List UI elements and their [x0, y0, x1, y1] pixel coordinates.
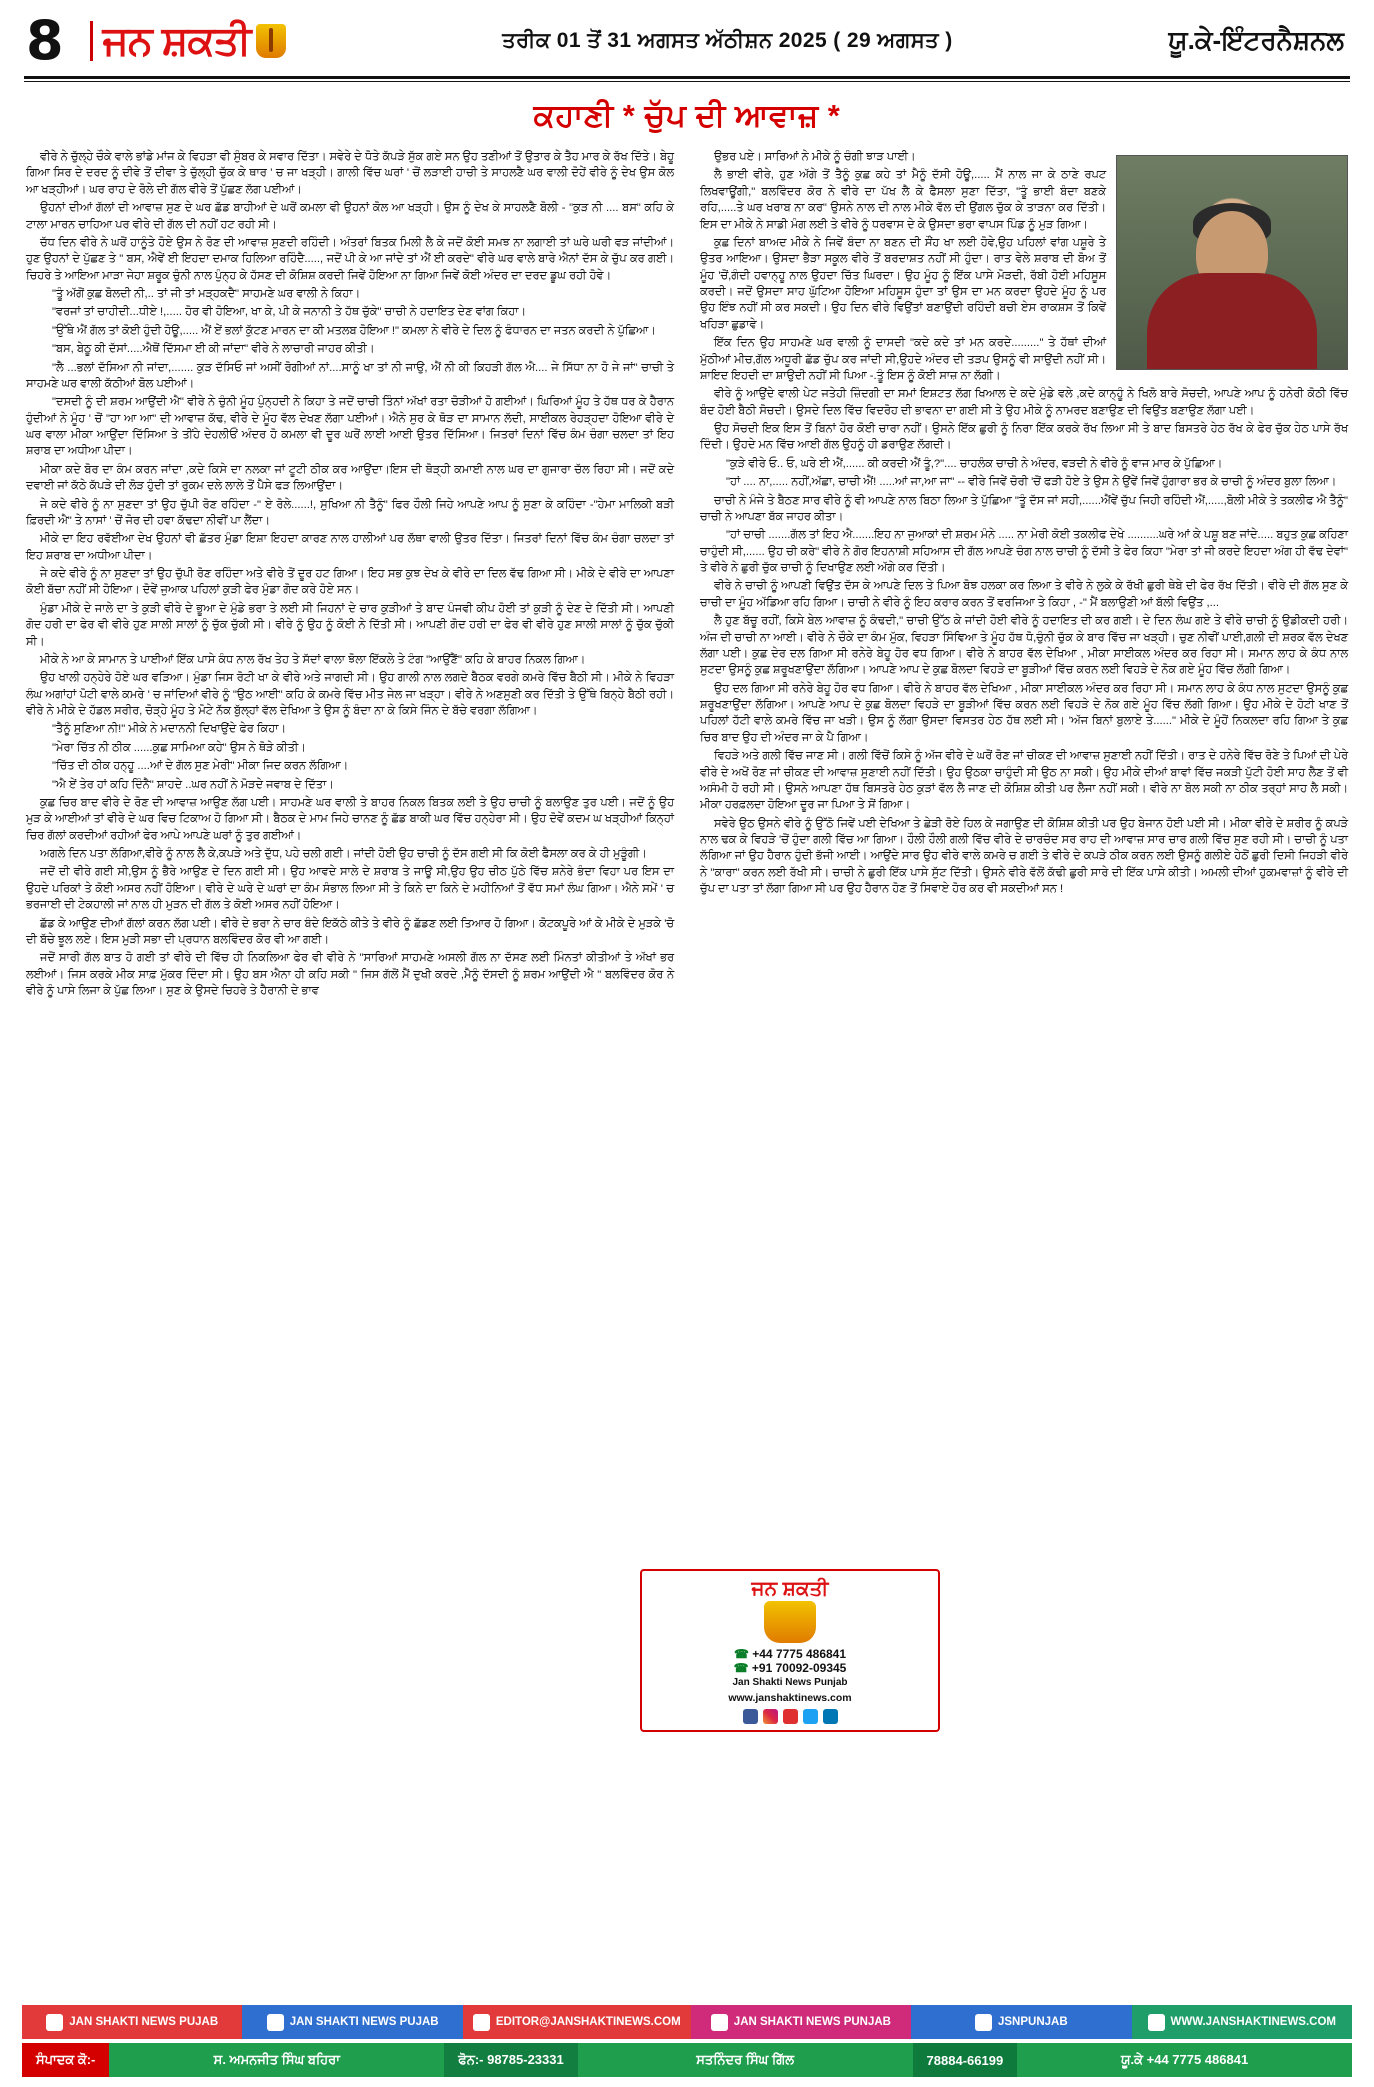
- article-paragraph: "ਐ ਏਂ ਤੇਰ ਹਾਂ ਕਹਿ ਦਿੰਨੈ" ਸ਼ਾਹਦੇ ..ਘਰ ਨਹੀਂ ਨੇ ਮੋੜਦੇ ਜਵਾਬ ਦੇ ਦਿੱਤਾ।: [52, 778, 334, 791]
- article-paragraph: ਮੀਕਾ ਕਦੇ ਬੋਰ ਦਾ ਕੰਮ ਕਰਨ ਜਾਂਦਾ ,ਕਦੇ ਕਿਸੇ ਦਾ ਨਲਕਾ ਜਾਂ ਟੂਟੀ ਠੀਕ ਕਰ ਆਉਂਦਾ।ਇਸ ਦੀ ਥੋੜ੍ਹੀ ਕਮਾਈ ਨਾਲ ਘਰ ਦਾ ਗੁਜਾਰਾ ਚੱਲ ਰਿਹਾ ਸੀ। ਜਦੋਂ ਕਦੇ ਦਵਾਈ ਜਾਂ ਕੱਠੇ ਕੱਪੜੇ ਦੀ ਲੋੜ ਹੁੰਦੀ ਤਾਂ ਰੁਕਮ ਦਲੇ ਲਾਲੇ ਤੋਂ ਪੈਸੇ ਫੜ ਲਿਆਉਂਦਾ।: [26, 463, 674, 493]
- footer-credits-strip: [22, 2043, 1352, 2077]
- article-paragraph: "ਲੈ ...ਭਲਾਂ ਦੱਸਿਆ ਨੀ ਜਾਂਦਾ,....... ਕੁੜ ਦੱਸਿਓ ਜਾਂ ਅਸੀਂ ਰੋਗੀਆਂ ਨਾਂ....ਸਾਨੂੰ ਖਾ ਤਾਂ ਨੀ ਜਾਉ, ਐਂ ਨੀ ਕੀ ਕਿਹੜੀ ਗੱਲ ਐ.... ਜੇ ਸਿੱਧਾ ਨਾ ਹੋ ਜੇ ਜਾਂ" ਚਾਚੀ ਤੇ ਸਾਹਮਣੇ ਘਰ ਵਾਲੀ ਕੱਠੀਆਂ ਬੋਲ ਪਈਆਂ।: [26, 361, 674, 390]
- article-paragraph: "ਚਿੱਤ ਦੀ ਠੀਕ ਹਨ੍ਹੂ ....ਆਂ ਦੇ ਗੱਲ ਸੁਣ ਮੇਰੀ" ਮੀਕਾ ਜਿਦ ਕਰਨ ਲੱਗਿਆ।: [52, 760, 349, 773]
- editor-name: ਸ. ਅਮਨਜੀਤ ਸਿੰਘ ਬਹਿਰਾ: [213, 2052, 340, 2067]
- author-photo: [1116, 155, 1348, 370]
- article-paragraph: "ਕੁੜੇ ਵੀਰੇ ਓ.. ਓ, ਘਰੇ ਈ ਐਂ,...... ਕੀ ਕਰਦੀ ਐਂ ਤੂੰ,?".... ਚਾਹਲੰਕ ਚਾਚੀ ਨੇ ਅੰਦਰ, ਵੜਦੀ ਨੇ ਵੀਰੇ ਨੂੰ ਵਾਜ ਮਾਰ ਕੇ ਪੁੱਛਿਆ।: [726, 457, 1223, 470]
- contact-logo-text: ਜਨ ਸ਼ਕਤੀ: [751, 1578, 829, 1600]
- article-paragraph: ਕੁਛ ਚਿਰ ਬਾਦ ਵੀਰੇ ਦੇ ਰੋਣ ਦੀ ਆਵਾਜ਼ ਆਉਣ ਲੱਗ ਪਈ। ਸਾਹਮਣੇ ਘਰ ਵਾਲੀ ਤੇ ਬਾਹਰ ਨਿਕਲ ਬਿਤਕ ਲਈ ਤੇ ਉਹ ਚਾਚੀ ਨੂੰ ਬਲਾਉਣ ਤੁਰ ਪਈ। ਜਦੋਂ ਨੂੰ ਉਹ ਮੁੜ ਕੇ ਆਈਆਂ ਤਾਂ ਵੀਰੇ ਦੇ ਘਰ ਵਿਚ ਟਿਕਾਅ ਹੋ ਗਿਆ ਸੀ। ਬੈਠਕ ਦੇ ਮਾਮ ਜਿਹੇ ਚਾਨਣ ਨੂੰ ਛੱਡ ਬਾਕੀ ਘਰ ਵਿੱਚ ਹਨ੍ਹੇਰਾ ਸੀ। ਉਹ ਦੋਵੇਂ ਕਦਮ ਘ ਖੜ੍ਹੀਆਂ ਕਿਨ੍ਹਾਂ ਚਿਰ ਗੱਲਾਂ ਕਰਦੀਆਂ ਰਹੀਆਂ ਫੇਰ ਆਪੇ ਆਪਣੇ ਘਰਾਂ ਨੂੰ ਤੁਰ ਗਈਆਂ।: [26, 796, 674, 842]
- article-paragraph: ਮੁੰਡਾ ਮੀਕੇ ਦੇ ਜਾਲੇ ਦਾ ਤੇ ਕੁੜੀ ਵੀਰੇ ਦੇ ਭੂਆ ਦੇ ਮੁੰਡੇ ਭਰਾ ਤੇ ਲਈ ਸੀ ਜਿਹਨਾਂ ਦੇ ਚਾਰ ਕੁੜੀਆਂ ਤੇ ਬਾਦ ਪੰਜਵੀ ਕੀਪ ਹੋਈ ਤਾਂ ਕੁੜੀ ਨੂੰ ਦੇਣ ਦੇ ਦਿੱਤੀ ਸੀ। ਆਪਣੀ ਗੋਦ ਹਰੀ ਦਾ ਫੇਰ ਵੀ ਵੀਰੇ ਹੁਣ ਸਾਲੀ ਸਾਲਾਂ ਨੂੰ ਚੁੱਕ ਚੁੱਕੀ ਸੀ। ਵੀਰੇ ਨੂੰ ਉਹ ਨੂੰ ਕੋਈ ਨੇ ਦਿੱਤੀ ਸੀ। ਆਪਣੀ ਗੋਦ ਹਰੀ ਦਾ ਫੇਰ ਵੀ ਵੀਰੇ ਹੁਣ ਸਾਲੀ ਸਾਲਾਂ ਨੂੰ ਚੁੱਕ ਚੁੱਕੀ ਸੀ।: [26, 602, 674, 648]
- issue-date-line: ਤਰੀਕ 01 ਤੋਂ 31 ਅਗਸਤ ਅੱਠੀਸ਼ਨ 2025 ( 29 ਅਗਸਤ ): [502, 29, 953, 52]
- footer-link-label: EDITOR@JANSHAKTINEWS.COM: [495, 2016, 681, 2028]
- article-paragraph: "ਮੇਰਾ ਚਿੱਤ ਨੀ ਠੀਕ ......ਕੁਛ ਸਾਮਿਆ ਕਹੇ" ਉਸ ਨੇ ਥੋੜੇ ਕੀਤੀ।: [52, 741, 306, 754]
- publication-logo: [90, 21, 287, 61]
- article-column-left: [26, 149, 674, 1001]
- contact-phone-in[interactable]: ☎ +91 70092-09345: [733, 1661, 847, 1675]
- article-paragraph: "ਦਸਦੀ ਨੂੰ ਦੀ ਸ਼ਰਮ ਆਉਂਦੀ ਐ" ਵੀਰੇ ਨੇ ਚੁੰਨੀ ਮੂੰਹ ਪੁੰਨ੍ਹਦੀ ਨੇ ਕਿਹਾ ਤੇ ਜਦੋਂ ਚਾਚੀ ਤਿੰਨਾਂ ਅੱਖਾਂ ਰਤਾ ਚੋੜੀਆਂ ਹੋ ਗਈਆਂ। ਘਿਰਿਆਂ ਮੂੰਹ ਤੇ ਹੱਥ ਧਰ ਕੇ ਹੈਰਾਨ ਹੁੰਦੀਆਂ ਨੇ ਮੂੰਹ ' ਚੋਂ "ਹਾ ਆ ਆ" ਦੀ ਆਵਾਜ਼ ਕੱਢ, ਵੀਰੇ ਦੇ ਮੂੰਹ ਵੱਲ ਦੇਖਣ ਲੱਗਾ ਪਈਆਂ। ਐਨੇ ਸੁਰ ਕੇ ਥੋੜ ਦਾ ਸਾਮਾਨ ਲੱਦੀ, ਸਾਈਕਲ ਰੇਹੜ੍ਹਦਾ ਹੋਇਆ ਵੀਰੇ ਦੇ ਘਰ ਵਾਲਾ ਮੀਕਾ ਆਉਂਦਾ ਦਿੱਸਿਆ ਤੇ ਤੀਂਹੇ ਦੇਹਲੀਓਂ ਅੰਦਰ ਹੋ ਕਮਲਾ ਵੀ ਦੂਰ ਘਰੋਂ ਲਾਈ ਆਈ ਉਤਰ ਦਿੱਸਿਆ। ਜਿਤਰਾਂ ਦਿਨਾਂ ਵਿੱਚ ਕੰਮ ਚੰਗਾ ਚਲਦਾ ਤਾਂ ਇਹ ਸ਼ਰਾਬ ਦਾ ਅਧੀਆ ਪੀਦਾ।: [26, 396, 674, 458]
- article-paragraph: ਵੀਰੇ ਨੇ ਚਾਚੀ ਨੂੰ ਆਪਣੀ ਵਿਉਂਤ ਦੱਸ ਕੇ ਆਪਣੇ ਦਿਲ ਤੇ ਪਿਆ ਬੋਝ ਹਲਕਾ ਕਰ ਲਿਆ ਤੇ ਵੀਰੇ ਨੇ ਲੁਕੇ ਕੇ ਰੱਖੀ ਛੁਰੀ ਥੇਬੇ ਦੀ ਫੇਰ ਰੱਖ ਦਿੱਤੀ। ਵੀਰੇ ਦੀ ਗੱਲ ਸੁਣ ਕੇ ਚਾਚੀ ਦਾ ਮੂੰਹ ਅੱਡਿਆ ਰਹਿ ਗਿਆ। ਚਾਚੀ ਨੇ ਵੀਰੇ ਨੂੰ ਇਹ ਕਰਾਰ ਕਰਨ ਤੋਂ ਵਰਜਿਆ ਤੇ ਕਿਹਾ , -" ਮੈਂ ਬਲਾਉਣੀ ਆਂ ਬੱਲੀ ਵਿਉਂਤ ,...: [700, 580, 1348, 609]
- twitter-icon: [975, 2014, 992, 2031]
- footer-link-3[interactable]: [463, 2005, 691, 2039]
- footer-link-6[interactable]: [1132, 2005, 1352, 2039]
- footer-link-2[interactable]: [242, 2005, 462, 2039]
- contact-website[interactable]: www.janshaktinews.com: [728, 1692, 852, 1704]
- instagram-icon: [711, 2014, 728, 2031]
- article-paragraph: "ਹਾਂ .... ਨਾ,..... ਨਹੀਂ,ਅੱਛਾ, ਚਾਚੀ ਐਂ! .....ਆਂ ਜਾ,ਆ ਜਾ" -- ਵੀਰੇ ਜਿਵੇਂ ਚੋਰੀ 'ਚੋਂ ਫੜੀ ਹੋਏ ਤੇ ਉਸ ਨੇ ਉਂਵੇਂ ਜਿਵੇਂ ਹੁੰਗਾਰਾ ਭਰ ਕੇ ਚਾਚੀ ਨੂੰ ਅੰਦਰ ਬੁਲਾ ਲਿਆ।: [726, 476, 1337, 489]
- publication-name: ਜਨ ਸ਼ਕਤੀ: [102, 19, 251, 63]
- article-paragraph: ਛੱਡ ਕੇ ਆਉਣ ਦੀਆਂ ਗੱਲਾਂ ਕਰਨ ਲੱਗ ਪਈ। ਵੀਰੇ ਦੇ ਭਰਾ ਨੇ ਚਾਰ ਬੰਦੇ ਇਕੱਠੇ ਕੀਤੇ ਤੇ ਵੀਰੇ ਨੂੰ ਛੱਡਣ ਲਈ ਤਿਆਰ ਹੋ ਗਿਆ। ਕੋਟਕਪੂਰੇ ਆਂ ਕੇ ਮੀਕੇ ਦੇ ਮੁੜਕੇ 'ਚੋ ਦੀ ਬੱਚੇ ਝੂਲ ਲਏ। ਇਸ ਮੁੜੀ ਸਭਾ ਦੀ ਪ੍ਰਧਾਨ ਬਲਵਿੰਦਰ ਕੋਰ ਵੀ ਆ ਗਈ।: [26, 917, 674, 946]
- article-paragraph: "ਤੂੰ ਅੱਗੋਂ ਕੁਛ ਬੋਲਦੀ ਨੀ,.. ਤਾਂ ਜੀ ਤਾਂ ਮੜ੍ਹਕਦੈ" ਸਾਹਮਣੇ ਘਰ ਵਾਲੀ ਨੇ ਕਿਹਾ।: [52, 288, 361, 300]
- contact-box: [640, 1569, 940, 1732]
- article-paragraph: ਜੇ ਕਦੇ ਵੀਰੇ ਨੂੰ ਨਾ ਸੁਣਦਾ ਤਾਂ ਉਹ ਚੁੱਪੀ ਰੋਣ ਰਹਿੰਦਾ -" ਏ ਰੋਲੇ......!, ਸੁਖਿਆ ਨੀ ਤੈਨੂੰ" ਫਿਰ ਹੌਲੀ ਜਿਹੇ ਆਪਣੇ ਆਪ ਨੂੰ ਸੁਣਾ ਕੇ ਕਹਿੰਦਾ -"ਹੇਮਾ ਮਾਲਿਕੀ ਬੜੀ ਫ਼ਿਰਦੀ ਐ" ਤੇ ਨਾਸਾਂ ' ਚੋਂ ਜੋਰ ਦੀ ਹਵਾ ਕੱਢਦਾ ਨੀਵੀਂ ਪਾ ਲੈਂਦਾ।: [26, 498, 674, 527]
- masthead-rule: [24, 76, 1350, 79]
- contact-phone-uk[interactable]: ☎ +44 7775 486841: [733, 1647, 847, 1661]
- page-title: ਕਹਾਣੀ * ਚੁੱਪ ਦੀ ਆਵਾਜ਼ *: [533, 98, 841, 133]
- article-paragraph: ਉਭਰ ਪਏ। ਸਾਰਿਆਂ ਨੇ ਮੀਕੇ ਨੂੰ ਚੰਗੀ ਝਾੜ ਪਾਈ।: [714, 151, 916, 163]
- article-paragraph: "ਹਾਂ ਚਾਚੀ .......ਗੱਲ ਤਾਂ ਇਹ ਐ.......ਇਹ ਨਾ ਜੁਆਕਾਂ ਦੀ ਸ਼ਰਮ ਮੰਨੇ ..... ਨਾ ਮੇਰੀ ਕੋਈ ਤਕਲੀਫ ਦੇਖੇ ..........ਘਰੇ ਆਂ ਕੇ ਪਸ਼ੂ ਬਣ ਜਾਂਦੇ..... ਬਹੁਤ ਕੁਛ ਕਹਿਣਾ ਚਾਹੁੰਦੀ ਸੀ,...... ਉਹ ਚੀ ਕਰੇ" ਵੀਰੇ ਨੇ ਗੋਰ ਇਹਨਾਸ਼ੀ ਸਹਿਆਸ ਦੀ ਗੱਲ ਆਪਣੇ ਚੰਗ ਨਾਲ ਚਾਚੀ ਨੂੰ ਦੱਸੀ ਤੇ ਫੇਰ ਕਿਹਾ "ਮੇਰਾ ਤਾਂ ਜੀ ਕਰਦੇ ਇਹਦਾ ਅੰਗ ਹੀ ਵੱਢ ਦੇਵਾਂ" ਤੇ ਵੀਰੇ ਨੇ ਛੁਰੀ ਚੁੱਕ ਚਾਚੀ ਨੂੰ ਦਿਖਾਉਣ ਲਈ ਅੱਗੇ ਕਰ ਦਿੱਤੀ।: [700, 529, 1348, 574]
- footer-link-1[interactable]: [22, 2005, 242, 2039]
- youtube-icon[interactable]: [783, 1709, 798, 1724]
- second-phone[interactable]: 78884-66199: [913, 2043, 1018, 2077]
- article-paragraph: ਇੱਕ ਦਿਨ ਉਹ ਸਾਹਮਣੇ ਘਰ ਵਾਲੀ ਨੂੰ ਦਾਸਦੀ "ਕਦੇ ਕਦੇ ਤਾਂ ਮਨ ਕਰਦੇ........." ਤੇ ਹੱਥਾਂ ਦੀਆਂ ਮੁੱਠੀਆਂ ਮੀਚ,ਗੱਲ ਅਧੂਰੀ ਛੱਡ ਚੁੱਪ ਕਰ ਜਾਂਦੀ ਸੀ,ਉਹਦੇ ਅੰਦਰ ਦੀ ਤੜਪ ਉਸਨੂੰ ਵੀ ਸਾਉਂਦੀ ਨਹੀਂ ਸੀ। ਸ਼ਾਇਦ ਇਹਦੀ ਦਾ ਸ਼ਾਉਦੀ ਨਹੀਂ ਸੀ ਪਿਆ -.ਤੂੰ ਇਸ ਨੂੰ ਕੋਈ ਸਾਜ਼ ਨਾ ਲੱਗੀ।: [700, 337, 1106, 382]
- article-paragraph: ਉਹ ਖਾਲੀ ਹਨ੍ਹੇਰੇ ਹੋਏ ਘਰ ਵੜਿਆ। ਮੁੰਡਾ ਜਿਸ ਰੋਟੀ ਖਾ ਕੇ ਵੀਰੇ ਅਤੇ ਜਾਗਦੀ ਸੀ। ਉਹ ਗਾਲੀ ਨਾਲ ਲਗਦੇ ਬੈਠਕ ਵਰਗੇ ਕਮਰੇ ਵਿੱਚ ਬੈਠੀ ਸੀ। ਮੀਕੇ ਨੇ ਵਿਹੜਾ ਲੰਘ ਅਗਾਂਹਾਂ ਪੋਟੀ ਵਾਲੇ ਕਮਰੇ ' ਚ ਜਾਂਦਿਆਂ ਵੀਰੇ ਨੂੰ "ਉਠ ਆਈ" ਕਹਿ ਕੇ ਕਮਰੇ ਵਿੱਚ ਮੀਤ ਜੇਲ ਜਾ ਖੜ੍ਹਾ। ਵੀਰੇ ਨੇ ਅਣਸੁਣੀ ਕਰ ਦਿੱਤੀ ਤੇ ਉੱਥੇ ਬਿਨ੍ਹੇ ਬੈਠੀ ਰਹੀ। ਵੀਰੇ ਨੇ ਮੀਕੇ ਦੇ ਹੱਡਲ ਸਰੀਰ, ਚੋੜ੍ਹੇ ਮੂੰਹ ਤੇ ਮੋਟੇ ਨੱਕ ਬੁੱਲ੍ਹਾਂ ਵੱਲ ਦੇਖਿਆ ਤੇ ਉਸ ਨੂੰ ਬੰਦਾ ਨਾ ਕੇ ਕਿਸੇ ਜਿੰਨ ਦੇ ਬੱਚੇ ਵਰਗਾ ਲੱਗਿਆ।: [26, 672, 674, 717]
- article-paragraph: ਜਦੋਂ ਸਾਰੀ ਗੱਲ ਬਾਤ ਹੋ ਗਈ ਤਾਂ ਵੀਰੇ ਦੀ ਵਿੱਚ ਹੀ ਨਿਕਲਿਆ ਫੇਰ ਵੀ ਵੀਰੇ ਨੇ "ਸਾਰਿਆਂ ਸਾਹਮਣੇ ਅਸਲੀ ਗੱਲ ਨਾ ਦੱਸਣ ਲਈ ਮਿੰਨਤਾਂ ਕੀਤੀਆਂ ਤੇ ਅੱਖਾਂ ਭਰ ਲਈਆਂ। ਜਿਸ ਕਰਕੇ ਮੀਕ ਸਾਫ਼ ਮੁੱਕਰ ਦਿੰਦਾ ਸੀ। ਉਹ ਬਸ ਐਨਾ ਹੀ ਕਹਿ ਸਕੀ " ਜਿਸ ਗੱਲੋਂ ਮੈਂ ਦੁਖੀ ਕਰਦੇ ,ਮੈਨੂੰ ਦੱਸਦੀ ਨੂੰ ਸ਼ਰਮ ਆਉਂਦੀ ਐ " ਬਲਵਿੰਦਰ ਕੋਰ ਨੇ ਵੀਰੇ ਨੂੰ ਪਾਸੇ ਲਿਜਾ ਕੇ ਪੁੱਛ ਲਿਆ। ਸੁਣ ਕੇ ਉਸਦੇ ਚਿਹਰੇ ਤੇ ਹੈਰਾਨੀ ਦੇ ਭਾਵ: [26, 952, 674, 997]
- facebook-icon[interactable]: [743, 1709, 758, 1724]
- twitter-icon[interactable]: [803, 1709, 818, 1724]
- article-paragraph: ਚੱਧ ਦਿਨ ਵੀਰੇ ਨੇ ਘਰੋਂ ਹਾਨੂੰਤੇ ਹੋਏ ਉਸ ਨੇ ਰੋਣ ਦੀ ਆਵਾਜ਼ ਸੁਣਦੀ ਰਹਿੰਦੀ। ਅੰਤਰਾਂ ਬਿਤਕ ਮਿਲੀ ਲੈ ਕੇ ਜਦੋਂ ਕੋਈ ਸਮਝ ਨਾ ਲਗਾਈ ਤਾਂ ਘਰੇ ਘਰੀ ਵੜ ਜਾਂਦੀਆਂ। ਹੁਣ ਉਹਨਾਂ ਦੇ ਪੁੱਛਣ ਤੇ " ਬਸ, ਐਵੇਂ ਈ ਇਹਦਾ ਦਮਾਕ ਹਿਲਿਆ ਰਹਿੰਦੈ....., ਜਦੋਂ ਪੀ ਕੇ ਆ ਜਾਂਦੇ ਤਾਂ ਐਂ ਈ ਕਰਦੇ" ਵੀਰੇ ਘਰ ਵਾਲੇ ਬਾਰੇ ਐਨਾਂ ਦੱਸ ਕੇ ਚੁੱਪ ਕਰ ਗਈ। ਚਿਹਰੇ ਤੇ ਆਇਆ ਮਾੜਾ ਜੇਹਾ ਸ਼ਰੂਕ ਚੁੰਨੀ ਨਾਲ ਪੁੰਨ੍ਹ ਕੇ ਹੱਸਣ ਦੀ ਕੋਸ਼ਿਸ਼ ਕਰਦੀ ਜਿਵੇਂ ਹੋਇਆ ਨਾ ਗਿਆ ਜਿਵੇਂ ਕੋਈ ਅੰਦਰ ਦਾ ਦਰਦ ਡੂਘ ਰਹੀ ਹੋਵੇ।: [26, 236, 674, 282]
- editor-label: ਸੰਪਾਦਕ ਕੋ:-: [22, 2043, 109, 2077]
- globe-icon: [1148, 2014, 1165, 2031]
- footer-link-label: JAN SHAKTI NEWS PUJAB: [289, 2016, 439, 2028]
- article-paragraph: ਵੀਰੇ ਨੂੰ ਆਉਂਦੇ ਵਾਲੀ ਪੇਟ ਜਤੇਹੀ ਜ਼ਿੰਦਗੀ ਦਾ ਸਮਾਂ ਇਸ਼ਟਤ ਲੱਗ ਖਿਆਲ ਦੇ ਕਦੇ ਮੁੰਡੇ ਵਲੇ ,ਕਦੇ ਕਾਨ੍ਹੂੰ ਨੇ ਖਿਲੋ ਬਾਰੇ ਸੋਚਦੀ, ਆਪਣੇ ਆਪ ਨੂੰ ਹਨੇਰੀ ਕੋਠੀ ਵਿੱਚ ਬੰਦ ਹੋਈ ਬੈਠੀ ਸੋਚਦੀ। ਉਸਦੇ ਦਿਲ ਵਿੱਚ ਵਿਦਰੋਹ ਦੀ ਭਾਵਨਾ ਦਾ ਗਈ ਸੀ ਤੇ ਉਹ ਮੀਕੇ ਨੂੰ ਨਾਮਰਦ ਬਣਾਉਣ ਦੀ ਵਿਉਂਤ ਬਣਾਉਣ ਲੱਗਾ ਪਈ।: [700, 388, 1348, 417]
- footer-link-label: WWW.JANSHAKTINEWS.COM: [1170, 2016, 1336, 2028]
- footer-link-label: JSNPUNJAB: [997, 2016, 1068, 2028]
- facebook-icon: [267, 2014, 284, 2031]
- article-paragraph: ਜਦੋਂ ਦੀ ਵੀਰੇ ਗਈ ਸੀ,ਉਸ ਨੂੰ ਭੈਰੇ ਆਉਣ ਦੇ ਦਿਨ ਗਈ ਸੀ। ਉਹ ਆਵਦੇ ਸਾਲੇ ਦੇ ਸ਼ਰਾਬ ਤੇ ਜਾਊ ਸੀ,ਉਹ ਉਹ ਚੀਠ ਪੁੱਠੇ ਵਿੱਚ ਸ਼ਨੇਰੇ ਭੰਦਾ ਵਿਹਾ ਪਰ ਇਸ ਦਾ ਉਹਦੇ ਪਰਿਕਾਂ ਤੇ ਕੋਈ ਅਸਰ ਨਹੀਂ ਹੋਇਆ। ਵੀਰੇ ਦੇ ਘਰੇ ਦੇ ਘਰਾਂ ਦਾ ਕੰਮ ਸੰਭਾਲ ਲਿਆ ਸੀ ਤੇ ਕਿਨੇ ਦਾ ਕਿਨੇ ਦੇ ਮਹੀਨਿਆਂ ਤੋਂ ਵੱਧ ਸਮਾਂ ਲੰਘ ਗਿਆ। ਐਨੇ ਸਮੇਂ ' ਚ ਭਰਜਾਈ ਦੀ ਟੇਕਹਾਲੀ ਜਾਂ ਨਾਲ ਹੀ ਮੁੜਨ ਦੀ ਗੱਲ ਤੇ ਕੋਈ ਅਸਰ ਨਹੀਂ ਹੋਇਆ।: [26, 866, 674, 912]
- article-paragraph: ਉਹ ਸੋਚਦੀ ਇਕ ਇਸ ਤੋਂ ਬਿਨਾਂ ਹੋਰ ਕੋਈ ਚਾਰਾ ਨਹੀਂ। ਉਸਨੇ ਇੱਕ ਛੁਰੀ ਨੂੰ ਨਿਰਾ ਇੱਕ ਕਰਕੇ ਰੱਖ ਲਿਆ ਸੀ ਤੇ ਬਾਦ ਬਿਸਤਰੇ ਹੇਠ ਰੱਖ ਕੇ ਫੇਰ ਚੁੱਕ ਹੇਠ ਪਾਸੇ ਰੱਖ ਦਿੰਦੀ। ਉਹਦੇ ਮਨ ਵਿੱਚ ਆਈ ਗੱਲ ਉਹਨੂੰ ਹੀ ਡਰਾਉਣ ਲੱਗਦੀ।: [700, 423, 1348, 452]
- article-paragraph: ਸਵੇਰੇ ਉਠ ਉਸਨੇ ਵੀਰੇ ਨੂੰ ਉੱਠੋ ਜਿਵੇਂ ਪਈ ਦੇਖਿਆ ਤੇ ਛੇੜੀ ਰੋਏ ਹਿਲ ਕੇ ਜਗਾਉਣ ਦੀ ਕੋਸ਼ਿਸ਼ ਕੀਤੀ ਪਰ ਉਹ ਬੇਜਾਨ ਹੋਈ ਪਈ ਸੀ। ਮੀਕਾ ਵੀਰੇ ਦੇ ਸ਼ਰੀਰ ਨੂੰ ਕਪੜੇ ਨਾਲ ਢਕ ਕੇ ਵਿਹੜੇ 'ਚੋਂ ਹੁੰਦਾ ਗਲੀ ਵਿੱਚ ਆ ਗਿਆ। ਹੌਲੀ ਹੌਲੀ ਗਲੀ ਵਿੱਚ ਵੀਰੇ ਦੇ ਚਾਰਚੰਦ ਸਰ ਰਾਹ ਦੀ ਆਵਾਜ਼ ਸਾਰ ਚਾਰ ਗਲੀ ਵਿੱਚ ਸੁਣ ਰਹੀ ਸੀ। ਚਾਚੀ ਨੂੰ ਪਤਾ ਲੱਗਿਆ ਜਾਂ ਉਹ ਹੈਰਾਨ ਹੁੰਦੀ ਭੱਜੀ ਆਈ। ਆਉਂਦੇ ਸਾਰ ਉਹ ਵੀਰੇ ਵਾਲੇ ਕਮਰੇ ਚ ਗਈ ਤੇ ਵੀਰੇ ਦੇ ਕਪੜੇ ਠੀਕ ਕਰਨ ਲਈ ਉਸਨੂੰ ਗਲੀਏ ਹੇਠੋਂ ਛੁਰੀ ਦਿਸੀ ਜਿਹੜੀ ਵੀਰੇ ਨੇ "ਕਾਰਾ" ਕਰਨ ਲਈ ਰੱਖੀ ਸੀ। ਚਾਚੀ ਨੇ ਛੁਰੀ ਇੱਕ ਪਾਸੇ ਸੁੱਟ ਦਿੱਤੀ। ਉਸਨੇ ਵੀਰੇ ਵੱਲੋਂ ਕੱਢੀ ਛੁਰੀ ਸਾਰੇ ਦੀ ਇੱਕ ਪਾਸੇ ਕੀਤੀ। ਅਮਲੀ ਦੀਆਂ ਹੁਕਮਵਾਜ਼ਾਂ ਨੂੰ ਵੀਰੇ ਦੀ ਚੁੱਪ ਦਾ ਪਤਾ ਤਾਂ ਲੱਗਾ ਗਿਆ ਸੀ ਪਰ ਉਹ ਹੈਰਾਨ ਹੋਣ ਤੋਂ ਸਿਵਾਏ ਹੋਰ ਕਰ ਵੀ ਸਕਦੀਆਂ ਸਨ !: [700, 817, 1348, 896]
- torch-icon: [256, 24, 286, 58]
- footer-social-strip: [22, 2005, 1352, 2039]
- article-paragraph: "ਤੈਨੂੰ ਸੁਣਿਆ ਨੀ!" ਮੀਕੇ ਨੇ ਮਦਾਨਨੀ ਦਿਖਾਉਂਦੇ ਫੇਰ ਕਿਹਾ।: [52, 723, 287, 736]
- editor-phone[interactable]: ਫੋਨ:- 98785-23331: [444, 2043, 578, 2077]
- article-paragraph: "ਵਰਜਾਂ ਤਾਂ ਚਾਹੀਦੀ...ਧੀਏ !,..... ਹੋਰ ਵੀ ਹੋਇਆ, ਖਾ ਕੇ, ਪੀ ਕੇ ਜਨਾਨੀ ਤੇ ਹੱਥ ਚੁੱਕੇ" ਚਾਚੀ ਨੇ ਹਦਾਇਤ ਦੇਣ ਵਾਂਗ ਕਿਹਾ।: [52, 306, 527, 319]
- article-body: [0, 145, 1374, 1001]
- article-paragraph: ਕੁਛ ਦਿਨਾਂ ਬਾਅਦ ਮੀਕੇ ਨੇ ਜਿਵੇਂ ਬੰਦਾ ਨਾ ਬਣਨ ਦੀ ਸੌਂਹ ਖਾ ਲਈ ਹੋਵੇ,ਉਹ ਪਹਿਲਾਂ ਵਾਂਗ ਪਸ਼ੂਰੇ ਤੇ ਉਤਰ ਆਇਆ। ਉਸਦਾ ਭੈੜਾ ਸਕੂਲ ਵੀਰੇ ਤੋਂ ਬਰਦਾਸ਼ਤ ਨਹੀਂ ਸੀ ਹੁੰਦਾ। ਰਾਤ ਵੇਲੇ ਸ਼ਰਾਬ ਦੀ ਬੋਅ ਤੋਂ ਮੂੰਹ 'ਚੋਂ,ਗੰਦੀ ਹਵਾਨ੍ਹੂ ਨਾਲ ਉਹਦਾ ਚਿੱਤ ਘਿਰਦਾ। ਉਹ ਮੂੰਹ ਨੂੰ ਇੱਕ ਪਾਸੇ ਮੋੜਦੀ, ਰੱਬੀ ਹੋਈ ਮਹਿਸੂਸ ਕਰਦੀ। ਜਦੋਂ ਉਸਦਾ ਸਾਹ ਘੁੱਟਿਆ ਹੋਇਆ ਮਹਿਸੂਸ ਹੁੰਦਾ ਤਾਂ ਉਸ ਦਾ ਮਨ ਕਰਦਾ ਉਹਦੇ ਮੂੰਹ ਨੂੰ ਪਰ ਉਹ ਇੰਝ ਨਹੀਂ ਸੀ ਕਰ ਸਕਦੀ। ਉਹ ਦਿਨ ਵੀਰੇ ਵਿਉਂਤਾਂ ਬਣਾਉਂਦੀ ਰਹਿੰਦੀ ਬਚੀ ਏਸ ਰਾਕਸ਼ਸ ਤੋਂ ਕਿਵੇਂ ਖਹਿੜਾ ਛੁਡਾਵੇ।: [700, 236, 1106, 331]
- article-paragraph: ਲੈ ਭਾਈ ਵੀਰੇ, ਹੁਣ ਅੱਗੇ ਤੋਂ ਤੈਨੂੰ ਕੁਛ ਕਹੇ ਤਾਂ ਮੈਨੂੰ ਦੱਸੀ ਹੋਊ,..... ਮੈਂ ਨਾਲ ਜਾ ਕੇ ਠਾਣੇ ਰਪਟ ਲਿਖਵਾਊਂਗੀ," ਬਲਵਿੰਦਰ ਕੋਰ ਨੇ ਵੀਰੇ ਦਾ ਪੱਖ ਲੈ ਕੇ ਫੈਸਲਾ ਸੁਣਾ ਦਿੱਤਾ, "ਤੂੰ ਭਾਈ ਬੰਦਾ ਬਣਕੇ ਰਹਿ,.....ਤੇ ਘਰ ਖਰਾਬ ਨਾ ਕਰ" ਉਸਨੇ ਨਾਲ ਦੀ ਨਾਲ ਮੀਕੇ ਵੱਲ ਦੀ ਉਂਗਲ ਚੁੱਕ ਕੇ ਤਾੜਨਾ ਕਰ ਦਿੱਤੀ। ਇਸ ਦਾ ਮੀਕੇ ਨੇ ਸਾਡੀ ਮੰਗ ਲਈ ਤੇ ਵੀਰੇ ਨੂੰ ਧਰਵਾਸ ਦੇ ਕੇ ਉਸਦਾ ਭਰਾ ਵਾਪਸ ਪਿੰਡ ਨੂੰ ਮੁੜ ਗਿਆ।: [700, 169, 1106, 231]
- contact-social-row[interactable]: [650, 1709, 930, 1724]
- article-paragraph: ਚਾਚੀ ਨੇ ਮੰਜੇ ਤੇ ਬੈਠਣ ਸਾਰ ਵੀਰੇ ਨੂੰ ਵੀ ਆਪਣੇ ਨਾਲ ਬਿਠਾ ਲਿਆ ਤੇ ਪੁੱਛਿਆ "ਤੂੰ ਦੱਸ ਜਾਂ ਸਹੀ,......ਐਂਵੇਂ ਚੁੱਪ ਜਿਹੀ ਰਹਿੰਦੀ ਐਂ,.....,ਬੋਲੀ ਮੀਕੇ ਤੇ ਤਕਲੀਫ ਐ ਤੈਨੂੰ" ਚਾਚੀ ਨੇ ਆਪਣਾ ਬੱਕ ਜਾਹਰ ਕੀਤਾ।: [700, 494, 1348, 523]
- masthead: [0, 0, 1374, 74]
- youtube-icon: [46, 2014, 63, 2031]
- article-paragraph: ਜੇ ਕਦੇ ਵੀਰੇ ਨੂੰ ਨਾ ਸੁਣਦਾ ਤਾਂ ਉਹ ਚੁੱਪੀ ਰੋਣ ਰਹਿੰਦਾ ਅਤੇ ਵੀਰੇ ਤੋਂ ਦੂਰ ਹਟ ਗਿਆ। ਇਹ ਸਭ ਕੁਝ ਦੇਖ ਕੇ ਵੀਰੇ ਦਾ ਦਿਲ ਵੱਢ ਗਿਆ ਸੀ। ਮੀਕੇ ਦੇ ਵੀਰੇ ਦਾ ਆਪਣਾ ਕੋਈ ਬੱਚਾ ਨਹੀਂ ਸੀ ਹੋਇਆ। ਦੋਵੇਂ ਜੁਆਕ ਪਹਿਲਾਂ ਕੁੜੀ ਫੇਰ ਮੁੰਡਾ ਗੋਦ ਕਰੇ ਹੋਏ ਸਨ।: [26, 568, 674, 597]
- article-paragraph: ਮੀਕੇ ਦਾ ਇਹ ਰਵੱਈਆ ਦੇਖ ਉਹਨਾਂ ਵੀ ਛੱਤਰ ਮੁੰਡਾ ਇਸ਼ਾ ਇਹਦਾ ਕਾਰਣ ਨਾਲ ਹਾਲੀਆਂ ਪਰ ਲੱਥਾ ਵਾਲੀ ਉਤਰ ਦਿੱਤਾ। ਜਿਤਰਾਂ ਦਿਨਾਂ ਵਿੱਚ ਕੰਮ ਚੰਗਾ ਚਲਦਾ ਤਾਂ ਇਹ ਸ਼ਰਾਬ ਦਾ ਅਧੀਆ ਪੀਦਾ।: [26, 533, 674, 562]
- article-paragraph: ਅਗਲੇ ਦਿਨ ਪਤਾ ਲੱਗਿਆ,ਵੀਰੇ ਨੂੰ ਨਾਲ ਲੈ ਕੇ,ਕਪੜੇ ਅਤੇ ਦੁੱਧ, ਪਹੇ ਚਲੀ ਗਈ। ਜਾਂਦੀ ਹੋਈ ਉਹ ਚਾਚੀ ਨੂੰ ਦੱਸ ਗਈ ਸੀ ਕਿ ਕੋਈ ਫੈਸਲਾ ਕਰ ਕੇ ਹੀ ਮੁੜੂੰਗੀ।: [40, 848, 647, 860]
- article-paragraph: ਲੈ ਹੁਣ ਬੱਚੂ ਰਹੀਂ, ਕਿਸੇ ਬੇਲ ਆਵਾਜ਼ ਨੂੰ ਕੰਢਦੀ," ਚਾਚੀ ਉੱਠ ਕੇ ਜਾਂਦੀ ਹੋਈ ਵੀਰੇ ਨੂੰ ਹਦਾਇਤ ਦੀ ਕਰ ਗਈ। ਦੇ ਦਿਨ ਲੰਘ ਗਏ ਤੇ ਵੀਰੇ ਚਾਚੀ ਨੂੰ ਉਡੀਕਦੀ ਹਰੀ। ਅੰਜ ਦੀ ਚਾਚੀ ਨਾ ਆਈ। ਵੀਰੇ ਨੇ ਚੌਕੇ ਦਾ ਕੰਮ ਮੁੱਕ, ਵਿਹੜਾ ਸਿੰਞਿਆ ਤੇ ਮੂੰਹ ਹੱਥ ਧੋ,ਚੁੰਨੀ ਚੁੱਕ ਕੇ ਬਾਰ ਵਿੱਚ ਜਾ ਖੜ੍ਹੀ। ਚੁਣ ਨੀਵੀਂ ਪਾਈ,ਗਲੀ ਦੀ ਸ਼ਰਕ ਵੱਲ ਦੇਖਣ ਲੱਗਾ ਪਈ। ਕੁਛ ਦੇਰ ਦਲ ਗਿਆ ਸੀ ਰਨੇਰੇ ਬੇਹੂ ਹੋਰ ਵਧ ਗਿਆ। ਵੀਰੇ ਨੇ ਬਾਹਰ ਵੱਲ ਦੇਖਿਆ , ਮੀਕਾ ਸਾਈਕਲ ਅੰਦਰ ਕਰ ਰਿਹਾ ਸੀ। ਸਮਾਨ ਲਾਹ ਕੇ ਕੰਧ ਨਾਲ ਸੁਟਦਾ ਉਸਨੂੰ ਕੁਛ ਸ਼ਰੂਖਣਾਉਂਦਾ ਲੱਗਿਆ। ਆਪਣੇ ਆਪ ਦੇ ਕੁਛ ਬੋਲਦਾ ਵਿਹੜੇ ਦਾ ਬੂੜੀਆਂ ਵਿੱਚ ਕਰਨ ਲਈ ਵਿਹੜੇ ਦੇ ਨੋਕ ਗਏ ਮੂੰਹ ਵਿੱਚ ਲੱਗੀ ਗਿਆ।: [700, 615, 1348, 677]
- article-paragraph: ਉਹ ਦਲ ਗਿਆ ਸੀ ਰਨੇਰੇ ਬੇਹੂ ਹੋਰ ਵਧ ਗਿਆ। ਵੀਰੇ ਨੇ ਬਾਹਰ ਵੱਲ ਦੇਖਿਆ , ਮੀਕਾ ਸਾਈਕਲ ਅੰਦਰ ਕਰ ਰਿਹਾ ਸੀ। ਸਮਾਨ ਲਾਹ ਕੇ ਕੰਧ ਨਾਲ ਸੁਟਦਾ ਉਸਨੂੰ ਕੁਛ ਸ਼ਰੂਖਣਾਉਂਦਾ ਲੱਗਿਆ। ਆਪਣੇ ਆਪ ਦੇ ਕੁਛ ਬੋਲਦਾ ਵਿਹੜੇ ਦਾ ਬੂੜੀਆਂ ਵਿੱਚ ਕਰਨ ਲਈ ਵਿਹੜੇ ਦੇ ਨੋਕ ਗਏ ਮੂੰਹ ਵਿੱਚ ਲੱਗੀ ਗਿਆ। ਉਹ ਮੀਕੇ ਦੇ ਹੋਟੀ ਖਾਣ ਤੋਂ ਪਹਿਲਾਂ ਹੱਟੀ ਵਾਲੇ ਕਮਰੇ ਵਿੱਚ ਜਾ ਖੜੀ। ਉਸ ਨੂੰ ਲੱਗਾ ਉਸਦਾ ਵਿਸਤਰ ਹੇਠ ਹੱਥ ਲਈ ਸੀ। 'ਅੱਜ ਬਿਨਾਂ ਬੁਲਾਏ ਤੇ......" ਮੀਕੇ ਦੇ ਮੂੰਹੋਂ ਨਿਕਲਦਾ ਰਹਿ ਗਿਆ ਤੇ ਕੁਛ ਚਿਰ ਬਾਦ ਉਹ ਦੀ ਅੰਦਰ ਜਾ ਕੇ ਪੈ ਗਿਆ।: [700, 682, 1348, 744]
- photo-body: [1147, 273, 1317, 369]
- footer-link-label: JAN SHAKTI NEWS PUNJAB: [733, 2016, 891, 2028]
- footer-link-4[interactable]: [691, 2005, 911, 2039]
- footer-link-label: JAN SHAKTI NEWS PUJAB: [69, 2016, 219, 2028]
- second-name: ਸਤਨਿੰਦਰ ਸਿੰਘ ਗਿੱਲ: [696, 2052, 794, 2067]
- uk-phone[interactable]: ਯੂ.ਕੇ +44 7775 486841: [1120, 2052, 1249, 2067]
- author-photo-wrap: [1116, 155, 1348, 370]
- article-paragraph: "ਬਸ, ਬੇਠੂ ਕੀ ਦੱਸਾਂ.....ਐਥੋਂ ਦਿੱਸਮਾ ਈ ਕੀ ਜਾਂਦਾ" ਵੀਰੇ ਨੇ ਲਾਚਾਰੀ ਜਾਹਰ ਕੀਤੀ।: [52, 343, 375, 356]
- mail-icon: [473, 2014, 490, 2031]
- page-footer: [0, 2005, 1374, 2087]
- article-column-right: [700, 149, 1348, 1001]
- edition-label: ਯੂ.ਕੇ-ਇੰਟਰਨੈਸ਼ਨਲ: [1168, 25, 1344, 55]
- instagram-icon[interactable]: [763, 1709, 778, 1724]
- article-paragraph: ਵੀਰੇ ਨੇ ਚੁੱਲ੍ਹੇ ਚੌਕੇ ਵਾਲੇ ਭਾਂਡੇ ਮਾਂਜ ਕੇ ਵਿਹੜਾ ਵੀ ਸੁੰਬਰ ਕੇ ਸਵਾਰ ਦਿੱਤਾ। ਸਵੇਰੇ ਦੇ ਧੋਤੇ ਕੱਪੜੇ ਸੁੱਕ ਗਏ ਸਨ ਉਹ ਤਣੀਆਂ ਤੋਂ ਉਤਾਰ ਕੇ ਤੈਹ ਮਾਰ ਕੇ ਰੱਖ ਦਿੱਤੇ। ਬੇਹੂ ਗਿਆ ਸਿਰ ਦੇ ਦਰਦ ਨੂੰ ਦੀਵੇ ਤੋਂ ਦੀਵਾ ਤੇ ਚੁੱਲ੍ਹੀ ਚੁੱਕ ਕੇ ਥਾਰ ' ਚ ਜਾ ਖੜ੍ਹੀ। ਗਾਲੀ ਵਿੱਚ ਘਰਾਂ ' ਚੋਂ ਲੜਾਈ ਹਾਚੀ ਤੇ ਸਾਹਲਣੈ ਘਰ ਵਾਲੀ ਦੋਹੇਂ ਵੀਰੇ ਨੂੰ ਦੇਖ ਉਸ ਕੋਲ ਆ ਖੜ੍ਹੀਆਂ। ਘਰ ਰਾਹ ਦੇ ਰੋਲੇ ਦੀ ਗੱਲ ਵੀਰੇ ਤੋਂ ਪੁੱਛਣ ਲੱਗ ਪਈਆਂ।: [26, 151, 674, 196]
- article-paragraph: ਉਹਨਾਂ ਦੀਆਂ ਗੱਲਾਂ ਦੀ ਆਵਾਜ਼ ਸੁਣ ਦੇ ਘਰ ਛੱਡ ਬਾਹੀਆਂ ਦੇ ਘਰੋਂ ਕਮਲਾ ਵੀ ਉਹਨਾਂ ਕੋਲ ਆ ਖੜ੍ਹੀ। ਉਸ ਨੂੰ ਦੇਖ ਕੇ ਸਾਹਲਣੈ ਬੋਲੀ - "ਕੁੜ ਨੀ .... ਬਸ" ਕਹਿ ਕੇ ਟਾਲਾ ਮਾਰਨ ਚਾਹਿਆ ਪਰ ਵੀਰੇ ਦੀ ਗੱਲ ਦੀ ਨਹੀਂ ਹਟ ਰਹੀ ਸੀ।: [26, 202, 674, 231]
- article-paragraph: "ਉੱਥੇ ਐਂ ਗੱਲ ਤਾਂ ਕੋਈ ਹੁੰਦੀ ਹੋਊ,..... ਐਂ ਏਂ ਭਲਾਂ ਕੁੱਟਣ ਮਾਰਨ ਦਾ ਕੀ ਮਤਲਬ ਹੋਇਆ !" ਕਮਲਾ ਨੇ ਵੀਰੇ ਦੇ ਦਿਲ ਨੂੰ ਫੰਧਾਰਨ ਦਾ ਜਤਨ ਕਰਦੀ ਨੇ ਪੁੱਛਿਆ।: [52, 324, 656, 337]
- contact-name: Jan Shakti News Punjab: [732, 1677, 848, 1688]
- footer-link-5[interactable]: [911, 2005, 1131, 2039]
- page-number: 8: [26, 9, 64, 72]
- linkedin-icon[interactable]: [823, 1709, 838, 1724]
- article-paragraph: ਮੀਕੇ ਨੇ ਆ ਕੇ ਸਾਮਾਨ ਤੇ ਪਾਈਆਂ ਇੱਕ ਪਾਸੇ ਕੰਧ ਨਾਲ ਰੱਖ ਤੇਹ ਤੇ ਸੱਦਾਂ ਵਾਲਾ ਝੋਲਾ ਇੱਕਲੇ ਤੇ ਟੰਗ "ਆਉਂਣੈਂ" ਕਹਿ ਕੇ ਬਾਹਰ ਨਿਕਲ ਗਿਆ।: [40, 653, 586, 666]
- article-paragraph: ਵਿਹੜੇ ਅਤੇ ਗਲੀ ਵਿੱਚ ਜਾਣ ਸੀ। ਗਲੀ ਵਿੱਚੋਂ ਕਿਸੇ ਨੂੰ ਅੱਜ ਵੀਰੇ ਦੇ ਘਰੋਂ ਰੋਣ ਜਾਂ ਚੀਕਣ ਦੀ ਆਵਾਜ਼ ਸੁਣਾਈ ਨਹੀਂ ਦਿੱਤੀ। ਰਾਤ ਦੇ ਹਨੇਰੇ ਵਿੱਚ ਰੋਣੇ ਤੇ ਪਿਆਂ ਦੀ ਪੇਰੇ ਵੀਰੇ ਦੇ ਅਖੋਂ ਰੋਣ ਜਾਂ ਚੀਕਣ ਦੀ ਆਵਾਜ਼ ਸੁਣਾਈ ਨਹੀਂ ਦਿੱਤੀ। ਉਹ ਉਠਕਾ ਚਾਹੁੰਦੀ ਸੀ ਉਠ ਨਾ ਸਕੀ। ਉਹ ਮੀਕੇ ਦੀਆਂ ਬਾਵਾਂ ਵਿੱਚ ਜਕੜੀ ਪੁੱਟੀ ਹੋਈ ਸਾਹ ਲੈਣ ਤੋਂ ਵੀ ਅਸੰਮੀ ਹੋ ਰਹੀ ਸੀ। ਉਸਨੇ ਆਪਣਾ ਹੱਥ ਬਿਸਤਰੇ ਹੇਠ ਕੁੜਾਂ ਵੱਲ ਲੈ ਜਾਣ ਦੀ ਕੋਸ਼ਿਸ਼ ਕੀਤੀ ਪਰ ਲੈਜਾ ਨਹੀਂ ਸਕੀ। ਵੀਰੇ ਨਾ ਬੋਲ ਸਕੀ ਨਾ ਠੀਕ ਤਰ੍ਹਾਂ ਸਾਹ ਲੈ ਸਕੀ। ਮੀਕਾ ਹਰਫ਼ਲਦਾ ਹੋਇਆ ਦੂਰ ਜਾ ਪਿਆ ਤੇ ਸੋਂ ਗਿਆ।: [700, 750, 1348, 812]
- torch-icon: [764, 1601, 816, 1643]
